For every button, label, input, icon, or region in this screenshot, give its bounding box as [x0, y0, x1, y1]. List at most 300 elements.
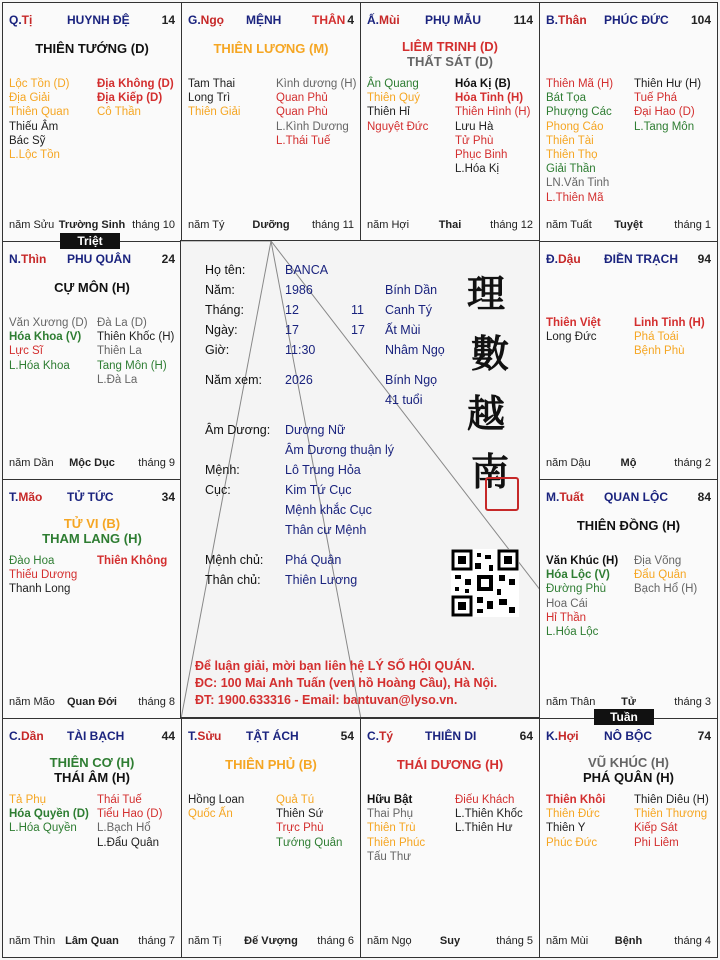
palace-branch: Ngọ: [200, 13, 224, 27]
palace-footer: [9, 457, 175, 471]
palace-month: tháng 12: [490, 219, 533, 231]
minor-star: Đà La (D): [97, 317, 147, 329]
minor-star: Tuế Phá: [634, 92, 678, 105]
palace-month: tháng 3: [674, 696, 711, 708]
palace-name: TỬ TỨC: [67, 490, 114, 504]
center-panel: [180, 240, 540, 718]
nam-xem-label: Năm xem:: [205, 373, 262, 387]
minor-star: Thiên Giải: [188, 106, 241, 119]
palace-stem: G.: [188, 13, 201, 27]
nam-value: 1986: [285, 283, 313, 297]
left-star-column: [546, 77, 629, 205]
palace-footer: [188, 935, 354, 949]
palace-year: năm Tị: [188, 935, 222, 947]
calligraphy-char-3: 越: [467, 391, 506, 436]
palace-header: [188, 13, 354, 31]
menh-value: Lô Trung Hỏa: [285, 463, 361, 477]
minor-star: Bác Sỹ: [9, 134, 46, 147]
minor-star: L.Thiên Hư: [455, 822, 513, 835]
palace-position: [367, 13, 400, 27]
qr-code-icon[interactable]: [451, 549, 519, 617]
palace-number: 74: [697, 729, 711, 743]
main-star: THÁI ÂM (H): [54, 770, 130, 785]
minor-star: Quốc Ấn: [188, 808, 233, 821]
palace-footer: [9, 696, 175, 710]
palace-position: [188, 729, 221, 743]
palace-number: 14: [161, 13, 175, 27]
palace-number: 54: [340, 729, 354, 743]
minor-star: Đường Phù: [546, 583, 606, 596]
main-star: THAM LANG (H): [42, 531, 142, 546]
minor-star: Tang Môn (H): [97, 359, 167, 372]
minor-star: L.Thái Tuế: [276, 134, 331, 147]
left-star-column: [9, 554, 92, 597]
minor-star: Thiên Diêu (H): [634, 794, 709, 806]
ho-ten-value: BANCA: [285, 263, 329, 277]
palace-branch: Thìn: [21, 252, 47, 266]
palace-header: [9, 252, 175, 270]
palace-mao[interactable]: [2, 479, 182, 719]
palace-header: [9, 729, 175, 747]
minor-star: Hóa Quyền (D): [9, 808, 89, 821]
minor-star: Thiên Khôi: [546, 794, 606, 806]
right-star-column: [276, 793, 359, 850]
nam-xem-value: 2026: [285, 373, 313, 387]
minor-star: Hỏa Tinh (H): [455, 92, 524, 105]
nam-label: Năm:: [205, 283, 235, 297]
left-star-column: [367, 793, 450, 864]
palace-hoi[interactable]: [539, 718, 718, 958]
palace-than[interactable]: [539, 2, 718, 242]
palace-stem: T.: [188, 729, 198, 743]
minor-star: Nguyệt Đức: [367, 120, 429, 133]
minor-star: L.Tang Môn: [634, 120, 695, 133]
gio-label: Giờ:: [205, 343, 230, 357]
life-stage: Đế Vượng: [244, 935, 298, 947]
tuoi-value: 41 tuổi: [385, 393, 423, 407]
palace-stem: Ấ.: [367, 13, 379, 27]
palace-suu[interactable]: [181, 718, 361, 958]
minor-star: Đẩu Quân: [634, 569, 687, 582]
minor-star: Đại Hao (D): [634, 106, 695, 119]
minor-star: L.Bạch Hổ: [97, 822, 151, 835]
palace-position: [188, 13, 224, 27]
palace-branch: Tị: [21, 13, 33, 27]
ngay-am-value: 17: [351, 323, 365, 337]
palace-footer: [546, 219, 711, 233]
palace-stem: N.: [9, 252, 21, 266]
than-chu-value: Thiên Lương: [285, 573, 358, 587]
palace-header: [546, 13, 711, 31]
palace-header: [367, 13, 533, 31]
minor-star: Lưu Hà: [455, 120, 494, 133]
life-stage: Quan Đới: [67, 696, 117, 708]
minor-star: L.Đà La: [97, 373, 138, 386]
cuc-value: Kim Tứ Cục: [285, 483, 352, 497]
palace-header: [367, 729, 533, 747]
left-star-column: [546, 554, 629, 639]
left-star-column: [546, 316, 629, 344]
right-star-column: [97, 316, 180, 387]
gio-can-chi: Nhâm Ngọ: [385, 343, 445, 357]
minor-star: L.Hóa Quyền: [9, 822, 77, 835]
life-stage: Mộc Dục: [69, 457, 115, 469]
palace-footer: [9, 935, 175, 949]
palace-month: tháng 11: [311, 219, 354, 231]
palace-position: [546, 729, 579, 743]
ngay-value: 17: [285, 323, 299, 337]
minor-star: LN.Văn Tinh: [546, 177, 610, 190]
minor-star: Tấu Thư: [367, 850, 411, 863]
palace-branch: Tuất: [559, 490, 584, 504]
palace-number: 64: [519, 729, 533, 743]
thang-can-chi: Canh Tý: [385, 303, 433, 317]
palace-stem: Q.: [9, 13, 22, 27]
palace-header: [546, 252, 711, 270]
right-star-column: [97, 554, 180, 568]
palace-year: năm Mùi: [546, 935, 589, 947]
palace-mui[interactable]: [360, 2, 540, 242]
main-star: THẤT SÁT (D): [407, 54, 493, 69]
main-star: LIÊM TRINH (D): [401, 39, 499, 54]
minor-star: Quan Phù: [276, 106, 328, 119]
minor-star: L.Kình Dương: [276, 120, 349, 133]
life-stage: Tử: [621, 696, 636, 708]
contact-line-3: ĐT: 1900.633316 - Email: bantuvan@lyso.vn.: [195, 693, 458, 707]
minor-star: Thiên Tài: [546, 134, 594, 147]
palace-name: PHU QUÂN: [67, 252, 132, 266]
minor-star: Thiên Hỉ: [367, 106, 410, 119]
main-star: THIÊN TƯỚNG (D): [35, 41, 149, 56]
minor-star: Thanh Long: [9, 583, 71, 596]
tuan-tag: Tuần: [594, 709, 654, 725]
palace-ngo[interactable]: [181, 2, 361, 242]
main-star: THÁI DƯƠNG (H): [396, 757, 504, 772]
minor-star: Tiểu Hao (D): [97, 808, 163, 821]
minor-star: Long Trì: [188, 92, 231, 105]
minor-star: Thiên Việt: [546, 317, 601, 329]
minor-star: Thiên Phúc: [367, 836, 426, 849]
minor-star: Tử Phù: [455, 134, 494, 147]
minor-star: Trực Phù: [276, 822, 324, 835]
minor-star: Tướng Quân: [276, 836, 343, 849]
nam-xem-can-chi: Bính Ngọ: [385, 373, 438, 387]
minor-star: Lộc Tồn (D): [9, 78, 70, 90]
left-star-column: [188, 793, 271, 821]
palace-position: [9, 13, 32, 27]
palace-month: tháng 4: [674, 935, 711, 947]
minor-star: Thiên Hư (H): [634, 78, 702, 90]
minor-star: Tam Thai: [188, 78, 236, 90]
ho-ten-label: Họ tên:: [205, 263, 246, 277]
cuc-note-1: Mệnh khắc Cục: [285, 503, 372, 517]
palace-position: [9, 729, 44, 743]
minor-star: L.Đẩu Quân: [97, 836, 160, 849]
minor-star: Thiên Sứ: [276, 808, 324, 821]
ngay-can-chi: Ất Mùi: [385, 323, 421, 337]
palace-number: 114: [513, 13, 533, 27]
palace-stem: B.: [546, 13, 558, 27]
right-star-column: [634, 77, 717, 134]
thang-label: Tháng:: [205, 303, 244, 317]
minor-star: Địa Võng: [634, 555, 682, 567]
palace-number: 44: [161, 729, 175, 743]
palace-month: tháng 5: [496, 935, 533, 947]
palace-name: PHỤ MẪU: [425, 13, 481, 27]
palace-branch: Tý: [379, 729, 394, 743]
minor-star: Quan Phủ: [276, 92, 328, 105]
menh-chu-value: Phá Quân: [285, 553, 342, 567]
palace-stem: Đ.: [546, 252, 558, 266]
minor-star: Phá Toái: [634, 331, 679, 344]
minor-star: Bệnh Phù: [634, 345, 685, 358]
palace-footer: [367, 935, 533, 949]
palace-branch: Mão: [18, 490, 43, 504]
minor-star: Ân Quang: [367, 78, 419, 90]
palace-dau[interactable]: [539, 241, 718, 480]
minor-star: Bạch Hổ (H): [634, 583, 698, 596]
palace-position: [546, 490, 584, 504]
minor-star: Quả Tú: [276, 794, 315, 806]
palace-branch: Mùi: [379, 13, 400, 27]
palace-position: [546, 13, 587, 27]
am-duong-label: Âm Dương:: [205, 423, 271, 437]
minor-star: Hồng Loan: [188, 794, 245, 806]
minor-star: Cô Thần: [97, 106, 141, 119]
minor-star: Thiên Thọ: [546, 149, 598, 162]
palace-branch: Thân: [558, 13, 587, 27]
palace-name: MỆNH: [246, 13, 282, 27]
minor-star: Văn Xương (D): [9, 317, 88, 329]
palace-header: [546, 729, 711, 747]
minor-star: Thiên Trù: [367, 822, 416, 835]
minor-star: Thiếu Dương: [9, 569, 78, 582]
minor-star: Thái Tuế: [97, 794, 142, 806]
minor-star: Thiên Khốc (H): [97, 331, 175, 344]
minor-star: Phục Binh: [455, 149, 508, 162]
minor-star: Thiếu Âm: [9, 120, 59, 133]
cuc-label: Cục:: [205, 483, 231, 497]
palace-branch: Hợi: [558, 729, 579, 743]
minor-star: Thai Phụ: [367, 808, 414, 821]
right-star-column: [634, 316, 717, 359]
palace-header: [546, 490, 711, 508]
palace-name: QUAN LỘC: [604, 490, 668, 504]
than-chu-label: Thân chủ:: [205, 573, 261, 587]
calligraphy-char-2: 數: [471, 331, 510, 376]
minor-star: Thiên Quan: [9, 106, 70, 119]
main-star: CỰ MÔN (H): [54, 280, 130, 295]
minor-star: Linh Tinh (H): [634, 317, 705, 329]
thang-am-value: 11: [351, 303, 364, 317]
palace-name: HUYNH ĐỆ: [67, 13, 130, 27]
right-star-column: [97, 793, 180, 850]
contact-line-2: ĐC: 100 Mai Anh Tuấn (ven hồ Hoàng Cầu), Hà Nội.: [195, 676, 498, 690]
main-star: PHÁ QUÂN (H): [583, 770, 674, 785]
palace-year: năm Sửu: [9, 219, 55, 231]
palace-header: [9, 490, 175, 508]
palace-month: tháng 6: [317, 935, 354, 947]
minor-star: Hữu Bật: [367, 794, 413, 806]
palace-name: NÔ BỘC: [604, 729, 652, 743]
cuc-note-2: Thân cư Mệnh: [285, 523, 367, 537]
palace-branch: Sửu: [197, 729, 222, 743]
palace-name: TẬT ÁCH: [246, 729, 299, 743]
than-marker: THÂN: [312, 13, 346, 27]
palace-name: ĐIỀN TRẠCH: [604, 252, 678, 266]
left-star-column: [9, 77, 92, 162]
palace-thin[interactable]: [2, 241, 182, 480]
palace-stem: C.: [9, 729, 21, 743]
palace-ti[interactable]: [2, 2, 182, 242]
minor-star: Hóa Khoa (V): [9, 331, 82, 344]
palace-footer: [546, 696, 711, 710]
minor-star: Địa Kiếp (D): [97, 92, 163, 105]
main-star: THIÊN LƯƠNG (M): [213, 41, 329, 56]
right-star-column: [276, 77, 359, 148]
palace-month: tháng 1: [674, 219, 711, 231]
minor-star: Địa Không (D): [97, 78, 174, 90]
minor-star: Thiên Đức: [546, 808, 600, 821]
minor-star: Văn Khúc (H): [546, 555, 619, 567]
palace-position: [9, 252, 46, 266]
minor-star: Kình dương (H): [276, 78, 357, 90]
left-star-column: [546, 793, 629, 850]
left-star-column: [367, 77, 450, 134]
palace-footer: [546, 935, 711, 949]
minor-star: Hỉ Thần: [546, 611, 587, 624]
minor-star: Kiếp Sát: [634, 822, 678, 835]
palace-year: năm Thân: [546, 696, 596, 708]
palace-stem: T.: [9, 490, 19, 504]
right-star-column: [97, 77, 180, 120]
palace-number: 94: [697, 252, 711, 266]
palace-stem: C.: [367, 729, 379, 743]
palace-month: tháng 8: [138, 696, 175, 708]
minor-star: Tả Phụ: [9, 794, 47, 806]
palace-name: THIÊN DI: [425, 729, 477, 743]
thang-value: 12: [285, 303, 299, 317]
palace-ty[interactable]: [360, 718, 540, 958]
palace-year: năm Thìn: [9, 935, 56, 947]
palace-footer: [9, 219, 175, 233]
minor-star: Thiên Y: [546, 822, 586, 835]
minor-star: Giải Thần: [546, 163, 596, 176]
calligraphy-char-4: 南: [471, 449, 510, 494]
ngay-label: Ngày:: [205, 323, 238, 337]
minor-star: Hóa Kị (B): [455, 78, 511, 90]
palace-month: tháng 10: [132, 219, 175, 231]
triet-tag: Triệt: [60, 233, 120, 249]
palace-tuat[interactable]: [539, 479, 718, 719]
palace-branch: Dần: [21, 729, 44, 743]
minor-star: Thiên Thương: [634, 808, 708, 821]
life-stage: Dưỡng: [252, 219, 290, 231]
main-star: THIÊN CƠ (H): [49, 755, 135, 770]
palace-number: 84: [697, 490, 711, 504]
palace-header: [9, 13, 175, 31]
minor-star: Phi Liêm: [634, 836, 679, 849]
minor-star: Phong Cáo: [546, 120, 604, 133]
minor-star: L.Thiên Mã: [546, 191, 604, 204]
right-star-column: [455, 793, 538, 836]
life-stage: Bệnh: [614, 935, 643, 947]
life-stage: Mộ: [620, 457, 637, 469]
palace-year: năm Ngọ: [367, 935, 412, 947]
minor-star: Thiên Hình (H): [455, 106, 531, 119]
left-star-column: [188, 77, 271, 120]
minor-star: Địa Giải: [9, 92, 50, 105]
palace-header: [188, 729, 354, 747]
palace-month: tháng 7: [138, 935, 175, 947]
right-star-column: [455, 77, 538, 176]
red-seal-stamp: [485, 477, 519, 511]
palace-year: năm Tuất: [546, 219, 592, 231]
minor-star: Thiên La: [97, 345, 142, 358]
palace-dan[interactable]: [2, 718, 182, 958]
palace-footer: [367, 219, 533, 233]
left-star-column: [9, 793, 92, 836]
palace-year: năm Dậu: [546, 457, 591, 469]
minor-star: Điếu Khách: [455, 794, 515, 806]
palace-month: tháng 2: [674, 457, 711, 469]
minor-star: Thiên Quý: [367, 92, 421, 105]
left-star-column: [9, 316, 92, 373]
palace-position: [546, 252, 581, 266]
main-star: THIÊN ĐỒNG (H): [576, 518, 681, 533]
life-stage: Thai: [438, 219, 462, 231]
minor-star: Thiên Mã (H): [546, 78, 614, 90]
palace-month: tháng 9: [138, 457, 175, 469]
palace-year: năm Dần: [9, 457, 54, 469]
right-star-column: [634, 554, 717, 597]
main-star: TỬ VI (B): [63, 516, 121, 531]
minor-star: Thiên Không: [97, 555, 168, 567]
am-duong-note: Âm Dương thuận lý: [285, 443, 394, 457]
palace-number: 4: [347, 13, 354, 27]
minor-star: L.Hóa Lộc: [546, 626, 599, 639]
menh-label: Mệnh:: [205, 463, 240, 477]
life-stage: Tuyệt: [614, 219, 643, 231]
main-star: THIÊN PHỦ (B): [225, 757, 317, 772]
minor-star: Phúc Đức: [546, 836, 598, 849]
palace-number: 24: [161, 252, 175, 266]
minor-star: Long Đức: [546, 331, 597, 344]
palace-footer: [188, 219, 354, 233]
life-stage: Suy: [439, 935, 461, 947]
gio-value: 11:30: [285, 343, 316, 357]
palace-stem: K.: [546, 729, 558, 743]
menh-chu-label: Mệnh chủ:: [205, 553, 264, 567]
main-star: VŨ KHÚC (H): [588, 755, 669, 770]
calligraphy-char-1: 理: [467, 271, 506, 316]
palace-year: năm Mão: [9, 696, 55, 708]
palace-number: 34: [161, 490, 175, 504]
life-stage: Trường Sinh: [58, 219, 126, 231]
minor-star: Phượng Các: [546, 106, 612, 119]
palace-footer: [546, 457, 711, 471]
palace-name: TÀI BẠCH: [67, 729, 125, 743]
minor-star: Đào Hoa: [9, 555, 55, 567]
minor-star: L.Hóa Kị: [455, 163, 500, 176]
palace-number: 104: [690, 13, 711, 27]
right-star-column: [634, 793, 717, 850]
palace-stem: M.: [546, 490, 560, 504]
palace-position: [9, 490, 42, 504]
palace-branch: Dậu: [558, 252, 581, 266]
minor-star: Bát Tọa: [546, 92, 587, 105]
nam-can-chi: Bính Dần: [385, 283, 438, 297]
